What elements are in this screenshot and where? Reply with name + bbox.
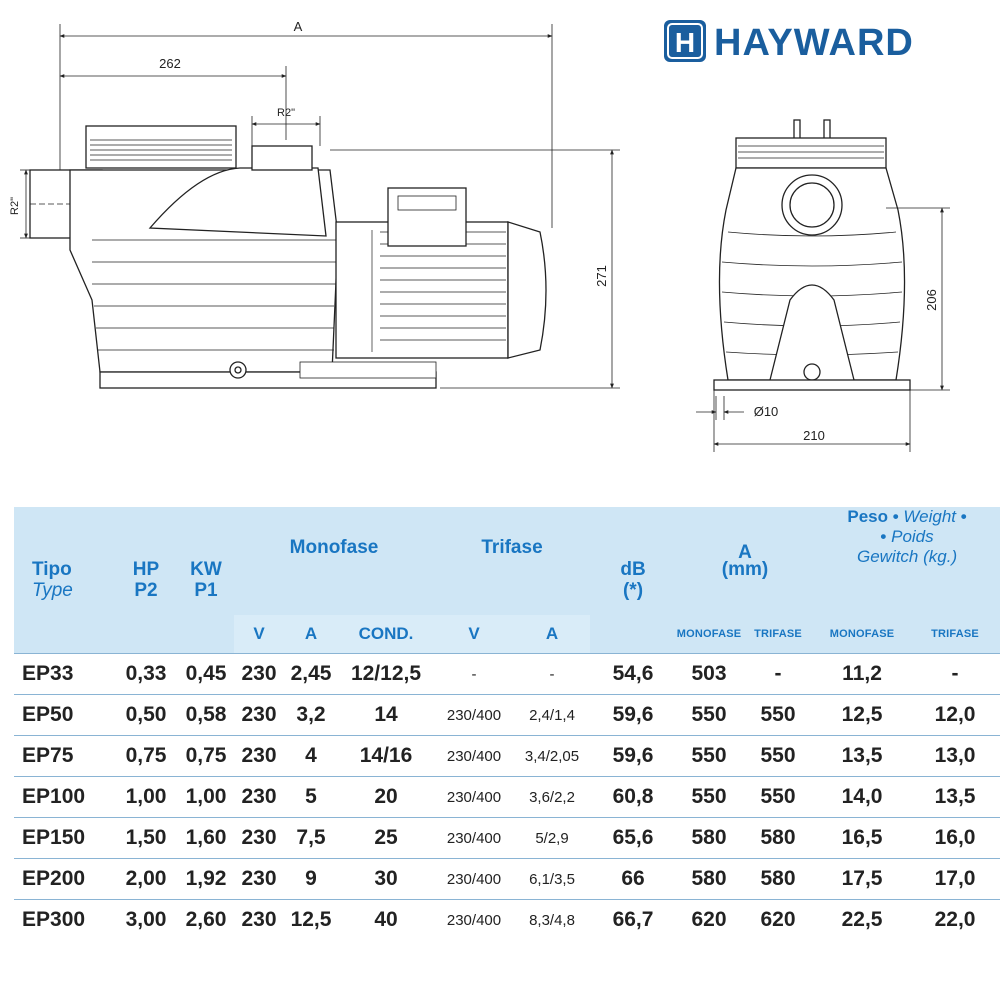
cell-mono-cond: 20: [338, 777, 434, 818]
cell-tri-v: 230/400: [434, 818, 514, 859]
table-row: [14, 859, 1000, 900]
cell-a-mono: 503: [676, 654, 742, 695]
cell-mono-cond: 40: [338, 900, 434, 941]
cell-db: 54,6: [590, 654, 676, 695]
cell-tri-v: 230/400: [434, 695, 514, 736]
dim-210-label: 210: [803, 428, 825, 443]
cell-hp-p2: 0,50: [114, 695, 178, 736]
cell-a-tri: 580: [742, 818, 814, 859]
pump-front-view: [714, 120, 910, 390]
table-row: [14, 818, 1000, 859]
cell-weight-tri: 13,5: [910, 777, 1000, 818]
cell-model: EP300: [14, 900, 114, 941]
cell-mono-a: 7,5: [284, 818, 338, 859]
cell-tri-a: 3,6/2,2: [514, 777, 590, 818]
table-row: [14, 777, 1000, 818]
cell-mono-v: 230: [234, 654, 284, 695]
cell-hp-p2: 3,00: [114, 900, 178, 941]
cell-model: EP50: [14, 695, 114, 736]
cell-a-tri: 550: [742, 736, 814, 777]
header-weight: Peso • Weight • • Poids Gewitch (kg.): [814, 507, 1000, 615]
cell-db: 60,8: [590, 777, 676, 818]
cell-hp-p2: 0,75: [114, 736, 178, 777]
dim-206-label: 206: [924, 289, 939, 311]
cell-kw-p1: 1,60: [178, 818, 234, 859]
header-a-monofase: MONOFASE: [676, 615, 742, 654]
dim-hole-label: Ø10: [753, 404, 779, 419]
cell-a-mono: 550: [676, 736, 742, 777]
cell-mono-v: 230: [234, 695, 284, 736]
cell-hp-p2: 2,00: [114, 859, 178, 900]
hayward-logo: [664, 20, 914, 64]
cell-weight-tri: 16,0: [910, 818, 1000, 859]
header-tri-a: A: [514, 615, 590, 654]
cell-db: 59,6: [590, 695, 676, 736]
cell-mono-v: 230: [234, 736, 284, 777]
cell-hp-p2: 1,00: [114, 777, 178, 818]
dim-271-label: 271: [594, 265, 609, 287]
cell-mono-v: 230: [234, 859, 284, 900]
cell-weight-tri: 13,0: [910, 736, 1000, 777]
table-row: [14, 654, 1000, 695]
cell-tri-a: 2,4/1,4: [514, 695, 590, 736]
logo-mark: H: [674, 27, 696, 58]
header-weight-trifase: TRIFASE: [910, 615, 1000, 654]
dim-r2-outlet-label: R2": [277, 107, 295, 119]
header-tipo: Tipo Type: [14, 507, 114, 654]
logo-wordmark: HAYWARD: [714, 22, 914, 64]
cell-mono-v: 230: [234, 818, 284, 859]
cell-tri-v: -: [434, 654, 514, 695]
cell-mono-a: 5: [284, 777, 338, 818]
cell-tri-v: 230/400: [434, 736, 514, 777]
cell-db: 65,6: [590, 818, 676, 859]
cell-model: EP33: [14, 654, 114, 695]
cell-model: EP75: [14, 736, 114, 777]
cell-mono-cond: 14: [338, 695, 434, 736]
cell-a-tri: 620: [742, 900, 814, 941]
cell-tri-v: 230/400: [434, 777, 514, 818]
cell-kw-p1: 1,92: [178, 859, 234, 900]
cell-hp-p2: 0,33: [114, 654, 178, 695]
cell-mono-cond: 14/16: [338, 736, 434, 777]
cell-weight-tri: 12,0: [910, 695, 1000, 736]
cell-weight-mono: 11,2: [814, 654, 910, 695]
cell-tri-a: 6,1/3,5: [514, 859, 590, 900]
cell-tri-v: 230/400: [434, 859, 514, 900]
cell-mono-a: 12,5: [284, 900, 338, 941]
table-row: [14, 695, 1000, 736]
header-monofase: Monofase: [234, 507, 434, 615]
cell-kw-p1: 0,45: [178, 654, 234, 695]
table-row: [14, 900, 1000, 941]
cell-mono-cond: 30: [338, 859, 434, 900]
cell-mono-v: 230: [234, 777, 284, 818]
cell-a-tri: 550: [742, 695, 814, 736]
cell-kw-p1: 0,58: [178, 695, 234, 736]
cell-a-mono: 620: [676, 900, 742, 941]
cell-weight-tri: 22,0: [910, 900, 1000, 941]
cell-kw-p1: 2,60: [178, 900, 234, 941]
cell-tri-a: 8,3/4,8: [514, 900, 590, 941]
cell-tri-v: 230/400: [434, 900, 514, 941]
cell-kw-p1: 1,00: [178, 777, 234, 818]
cell-mono-cond: 25: [338, 818, 434, 859]
cell-tri-a: 5/2,9: [514, 818, 590, 859]
pump-side-view: [30, 126, 546, 388]
cell-weight-mono: 13,5: [814, 736, 910, 777]
header-tri-v: V: [434, 615, 514, 654]
header-mono-a: A: [284, 615, 338, 654]
cell-hp-p2: 1,50: [114, 818, 178, 859]
cell-weight-mono: 17,5: [814, 859, 910, 900]
header-weight-monofase: MONOFASE: [814, 615, 910, 654]
header-db: dB (*): [590, 507, 676, 654]
cell-a-mono: 550: [676, 695, 742, 736]
cell-db: 66,7: [590, 900, 676, 941]
cell-mono-a: 3,2: [284, 695, 338, 736]
cell-tri-a: 3,4/2,05: [514, 736, 590, 777]
cell-a-mono: 550: [676, 777, 742, 818]
cell-weight-tri: -: [910, 654, 1000, 695]
table-row: [14, 736, 1000, 777]
cell-weight-mono: 14,0: [814, 777, 910, 818]
header-hp: HP P2: [114, 507, 178, 654]
cell-a-tri: -: [742, 654, 814, 695]
header-mono-v: V: [234, 615, 284, 654]
dim-r2-inlet-label: R2": [9, 197, 21, 215]
cell-mono-a: 4: [284, 736, 338, 777]
cell-weight-tri: 17,0: [910, 859, 1000, 900]
header-kw: KW P1: [178, 507, 234, 654]
cell-mono-a: 2,45: [284, 654, 338, 695]
cell-model: EP200: [14, 859, 114, 900]
cell-mono-a: 9: [284, 859, 338, 900]
cell-mono-v: 230: [234, 900, 284, 941]
dim-262-label: 262: [159, 56, 181, 71]
cell-db: 66: [590, 859, 676, 900]
cell-a-tri: 550: [742, 777, 814, 818]
cell-model: EP100: [14, 777, 114, 818]
cell-db: 59,6: [590, 736, 676, 777]
header-trifase: Trifase: [434, 507, 590, 615]
cell-model: EP150: [14, 818, 114, 859]
cell-weight-mono: 12,5: [814, 695, 910, 736]
spec-table: [14, 507, 1000, 940]
cell-tri-a: -: [514, 654, 590, 695]
dim-a-label: A: [293, 19, 303, 34]
cell-weight-mono: 22,5: [814, 900, 910, 941]
header-a-mm: A (mm): [676, 507, 814, 615]
cell-a-mono: 580: [676, 859, 742, 900]
cell-weight-mono: 16,5: [814, 818, 910, 859]
cell-a-mono: 580: [676, 818, 742, 859]
header-mono-cond: COND.: [338, 615, 434, 654]
header-a-trifase: TRIFASE: [742, 615, 814, 654]
cell-kw-p1: 0,75: [178, 736, 234, 777]
cell-mono-cond: 12/12,5: [338, 654, 434, 695]
cell-a-tri: 580: [742, 859, 814, 900]
